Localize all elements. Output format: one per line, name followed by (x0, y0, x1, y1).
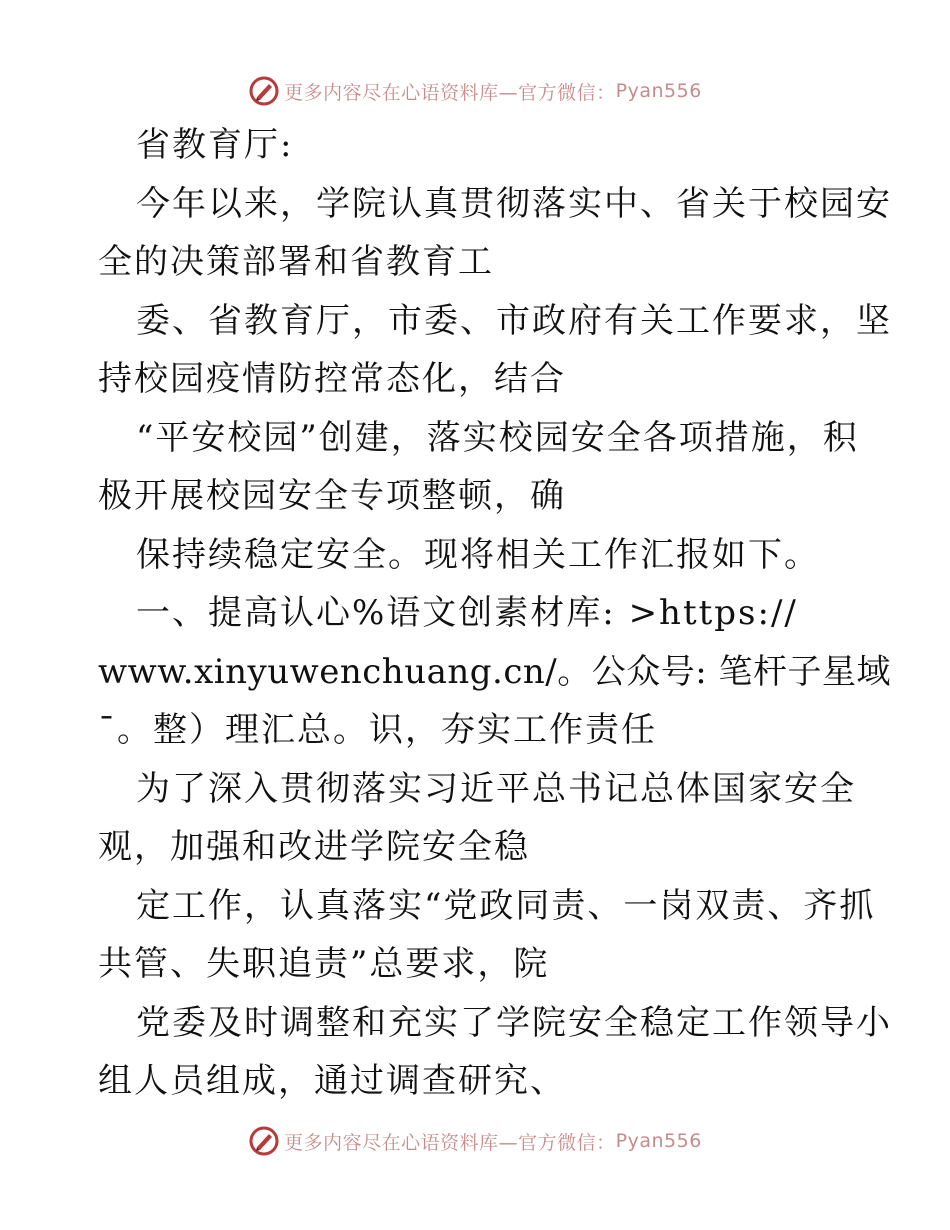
watermark-wechat-id: Pyan556 (615, 80, 702, 102)
text-line: 今年以来，学院认真贯彻落实中、省关于校园安 (136, 183, 892, 224)
footer-watermark (0, 1124, 950, 1158)
pen-logo-icon (248, 75, 280, 107)
watermark-text: 更多内容尽在心语资料库—官方微信： (284, 1131, 616, 1154)
text-line: 委、省教育厅，市委、市政府有关工作要求，坚 (136, 300, 892, 341)
text-line: www.xinyuwenchuang.cn/。公众号: 笔杆子星域 (98, 651, 891, 692)
text-line: 为了深入贯彻落实习近平总书记总体国家安全 (136, 768, 856, 809)
text-line: 共管、失职追责”总要求，院 (98, 944, 550, 984)
text-line: 保持续稳定安全。现将相关工作汇报如下。 (136, 534, 820, 575)
text-line: 定工作，认真落实“党政同责、一岗双责、齐抓 (136, 885, 876, 926)
text-line: “平安校园”创建，落实校园安全各项措施，积 (136, 417, 859, 458)
header-watermark (0, 74, 950, 108)
text-line: 一、提高认心%语文创素材库: >https:// (136, 593, 798, 633)
text-line: 省教育厅: (136, 125, 294, 165)
text-line: 党委及时调整和充实了学院安全稳定工作领导小 (136, 1002, 892, 1043)
document-body (98, 116, 892, 1111)
pen-logo-icon (248, 1125, 280, 1157)
text-line: 全的决策部署和省教育工 (98, 242, 494, 282)
text-line: ¯。整）理汇总。识，夯实工作责任 (98, 710, 657, 750)
text-line: 极开展校园安全专项整顿，确 (98, 476, 566, 516)
text-line: 持校园疫情防控常态化，结合 (98, 359, 566, 399)
watermark-text: 更多内容尽在心语资料库—官方微信： (284, 81, 616, 104)
watermark-wechat-id: Pyan556 (615, 1130, 702, 1152)
text-line: 观，加强和改进学院安全稳 (98, 827, 530, 867)
text-line: 组人员组成，通过调查研究、 (98, 1061, 566, 1101)
